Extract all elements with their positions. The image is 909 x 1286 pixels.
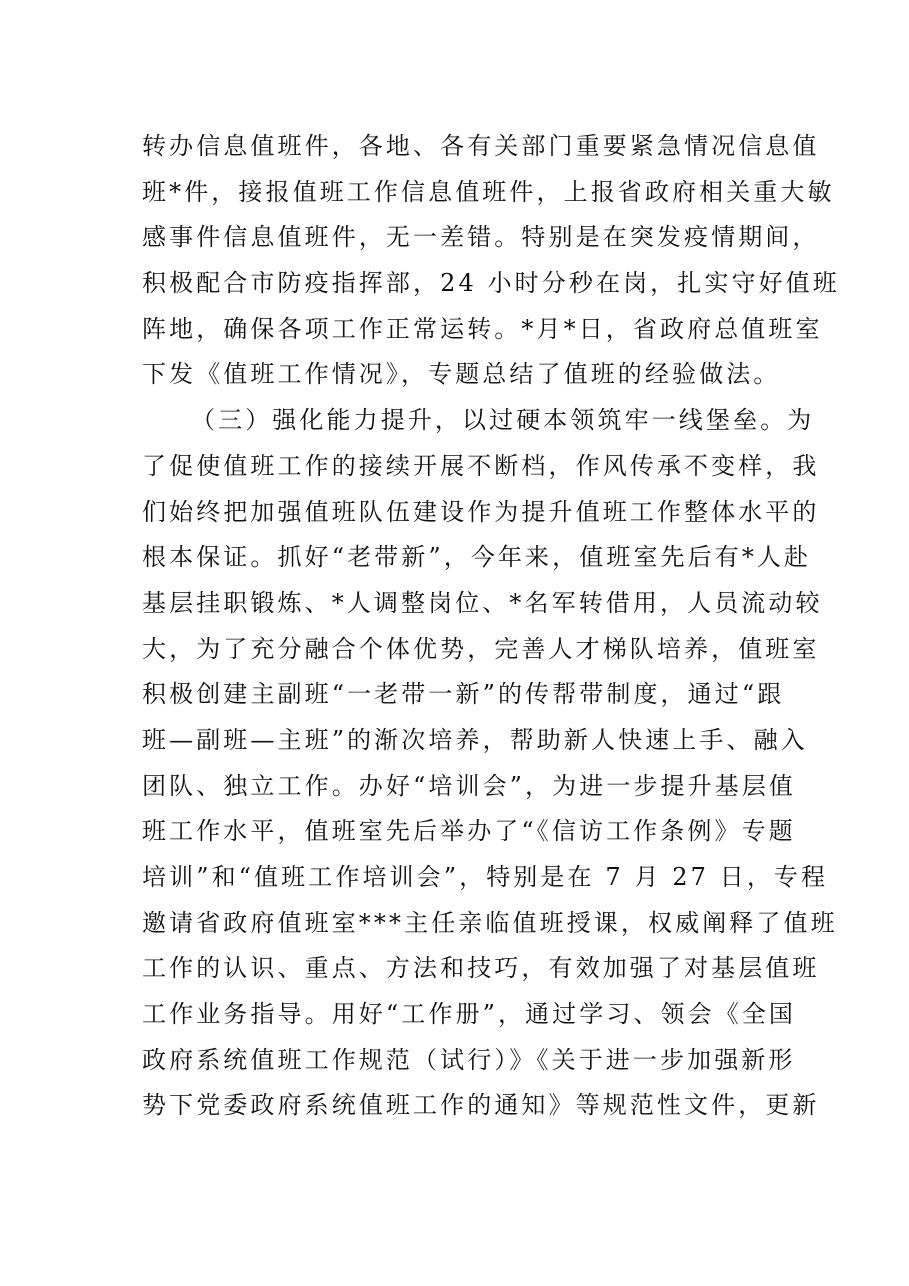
text-line: 了促使值班工作的接续开展不断档，作风传承不变样，我 [142,451,820,480]
body-text [142,124,840,1129]
text-line: 势下党委政府系统值班工作的通知》等规范性文件，更新 [142,1091,820,1120]
text-line: 们始终把加强值班队伍建设作为提升值班工作整体水平的 [142,497,820,526]
text-line: 阵地，确保各项工作正常运转。*月*日，省政府总值班室 [142,314,823,343]
text-line: 下发《值班工作情况》，专题总结了值班的经验做法。 [142,360,781,389]
text-line: 工作的认识、重点、方法和技巧，有效加强了对基层值班 [142,954,820,983]
text-line: 工作业务指导。用好“工作册”，通过学习、领会《全国 [142,1000,797,1029]
text-line: 大，为了充分融合个体优势，完善人才梯队培养，值班室 [142,634,820,663]
paragraph-heading-line: （三）强化能力提升，以过硬本领筑牢一线堡垒。为 [191,406,815,435]
text-line: 积极创建主副班“一老带一新”的传帮带制度，通过“跟 [142,680,785,709]
text-line: 转办信息值班件，各地、各有关部门重要紧急情况信息值 [142,132,820,160]
text-line: 基层挂职锻炼、*人调整岗位、*名军转借用，人员流动较 [142,588,823,617]
text-line: 团队、独立工作。办好“培训会”，为进一步提升基层值 [142,771,797,800]
text-line: 感事件信息值班件，无一差错。特别是在突发疫情期间， [142,223,820,252]
text-line: 邀请省政府值班室***主任亲临值班授课，权威阐释了值班 [142,908,838,937]
text-line: 积极配合市防疫指挥部，24 小时分秒在岗，扎实守好值班 [142,269,840,298]
text-line: 班工作水平，值班室先后举办了“《信访工作条例》专题 [142,817,796,846]
text-line: 根本保证。抓好“老带新”，今年来，值班室先后有*人赴 [142,543,812,572]
text-line: 培训”和“值班工作培训会”，特别是在 7 月 27 日，专程 [142,863,829,891]
text-line: 班*件，接报值班工作信息值班件，上报省政府相关重大敏 [142,177,835,206]
text-line: 班—副班—主班”的渐次培养，帮助新人快速上手、融入 [142,725,808,754]
text-line: 政府系统值班工作规范（试行）》《关于进一步加强新形 [142,1045,796,1074]
